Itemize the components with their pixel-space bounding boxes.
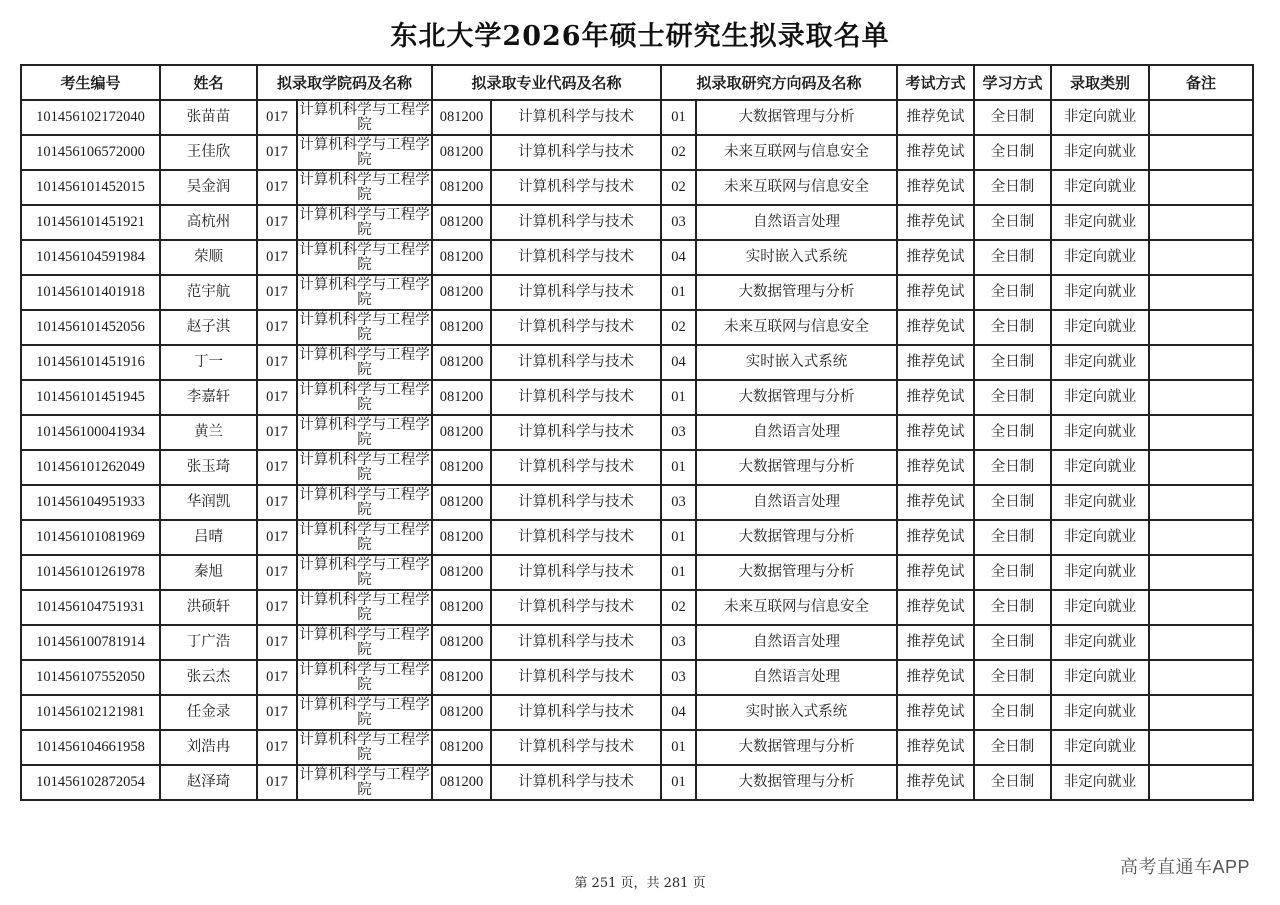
exam-method-cell: 推荐免试 bbox=[897, 485, 974, 520]
college-name-cell: 计算机科学与工程学院 bbox=[297, 625, 432, 660]
study-mode-cell: 全日制 bbox=[974, 660, 1051, 695]
candidate-name-cell: 王佳欣 bbox=[160, 135, 257, 170]
table-row bbox=[21, 310, 1253, 345]
major-name-cell: 计算机科学与技术 bbox=[491, 485, 661, 520]
header-direction: 拟录取研究方向码及名称 bbox=[661, 65, 897, 100]
major-name-cell: 计算机科学与技术 bbox=[491, 135, 661, 170]
remark-cell bbox=[1149, 730, 1253, 765]
college-name-cell: 计算机科学与工程学院 bbox=[297, 730, 432, 765]
major-name-cell: 计算机科学与技术 bbox=[491, 170, 661, 205]
major-code-cell: 081200 bbox=[432, 205, 491, 240]
candidate-id-cell: 101456101451916 bbox=[21, 345, 160, 380]
table-row bbox=[21, 695, 1253, 730]
direction-code-cell: 01 bbox=[661, 100, 696, 135]
table-body bbox=[21, 100, 1253, 800]
college-name-cell: 计算机科学与工程学院 bbox=[297, 415, 432, 450]
candidate-name-cell: 荣顺 bbox=[160, 240, 257, 275]
exam-method-cell: 推荐免试 bbox=[897, 275, 974, 310]
admission-category-cell: 非定向就业 bbox=[1051, 730, 1149, 765]
exam-method-cell: 推荐免试 bbox=[897, 345, 974, 380]
direction-name-cell: 大数据管理与分析 bbox=[696, 730, 897, 765]
college-code-cell: 017 bbox=[257, 730, 297, 765]
college-code-cell: 017 bbox=[257, 310, 297, 345]
major-name-cell: 计算机科学与技术 bbox=[491, 730, 661, 765]
table-row bbox=[21, 380, 1253, 415]
header-remark: 备注 bbox=[1149, 65, 1253, 100]
candidate-name-cell: 高杭州 bbox=[160, 205, 257, 240]
study-mode-cell: 全日制 bbox=[974, 205, 1051, 240]
study-mode-cell: 全日制 bbox=[974, 485, 1051, 520]
exam-method-cell: 推荐免试 bbox=[897, 380, 974, 415]
candidate-id-cell: 101456104751931 bbox=[21, 590, 160, 625]
major-name-cell: 计算机科学与技术 bbox=[491, 625, 661, 660]
college-name-cell: 计算机科学与工程学院 bbox=[297, 100, 432, 135]
candidate-name-cell: 范宇航 bbox=[160, 275, 257, 310]
candidate-id-cell: 101456101262049 bbox=[21, 450, 160, 485]
candidate-id-cell: 101456101452056 bbox=[21, 310, 160, 345]
direction-code-cell: 02 bbox=[661, 135, 696, 170]
direction-code-cell: 01 bbox=[661, 730, 696, 765]
direction-code-cell: 03 bbox=[661, 660, 696, 695]
exam-method-cell: 推荐免试 bbox=[897, 170, 974, 205]
table-row bbox=[21, 415, 1253, 450]
direction-name-cell: 大数据管理与分析 bbox=[696, 450, 897, 485]
direction-name-cell: 未来互联网与信息安全 bbox=[696, 310, 897, 345]
candidate-name-cell: 丁一 bbox=[160, 345, 257, 380]
major-name-cell: 计算机科学与技术 bbox=[491, 590, 661, 625]
major-name-cell: 计算机科学与技术 bbox=[491, 695, 661, 730]
major-code-cell: 081200 bbox=[432, 100, 491, 135]
table-row bbox=[21, 170, 1253, 205]
header-major: 拟录取专业代码及名称 bbox=[432, 65, 661, 100]
admission-category-cell: 非定向就业 bbox=[1051, 520, 1149, 555]
college-name-cell: 计算机科学与工程学院 bbox=[297, 135, 432, 170]
exam-method-cell: 推荐免试 bbox=[897, 450, 974, 485]
direction-name-cell: 自然语言处理 bbox=[696, 625, 897, 660]
admission-category-cell: 非定向就业 bbox=[1051, 485, 1149, 520]
page-title: 东北大学2026年硕士研究生拟录取名单 bbox=[390, 21, 890, 52]
direction-code-cell: 01 bbox=[661, 520, 696, 555]
college-code-cell: 017 bbox=[257, 450, 297, 485]
major-code-cell: 081200 bbox=[432, 415, 491, 450]
college-code-cell: 017 bbox=[257, 135, 297, 170]
direction-code-cell: 01 bbox=[661, 765, 696, 800]
college-code-cell: 017 bbox=[257, 660, 297, 695]
remark-cell bbox=[1149, 765, 1253, 800]
admission-category-cell: 非定向就业 bbox=[1051, 555, 1149, 590]
study-mode-cell: 全日制 bbox=[974, 730, 1051, 765]
college-code-cell: 017 bbox=[257, 240, 297, 275]
major-code-cell: 081200 bbox=[432, 590, 491, 625]
admission-category-cell: 非定向就业 bbox=[1051, 240, 1149, 275]
header-exam-method: 考试方式 bbox=[897, 65, 974, 100]
college-name-cell: 计算机科学与工程学院 bbox=[297, 765, 432, 800]
direction-name-cell: 大数据管理与分析 bbox=[696, 380, 897, 415]
candidate-id-cell: 101456101261978 bbox=[21, 555, 160, 590]
study-mode-cell: 全日制 bbox=[974, 135, 1051, 170]
candidate-name-cell: 华润凯 bbox=[160, 485, 257, 520]
table-row bbox=[21, 590, 1253, 625]
header-admission-category: 录取类别 bbox=[1051, 65, 1149, 100]
table-row bbox=[21, 555, 1253, 590]
candidate-id-cell: 101456107552050 bbox=[21, 660, 160, 695]
admission-table bbox=[20, 64, 1254, 801]
exam-method-cell: 推荐免试 bbox=[897, 520, 974, 555]
major-code-cell: 081200 bbox=[432, 555, 491, 590]
college-code-cell: 017 bbox=[257, 555, 297, 590]
study-mode-cell: 全日制 bbox=[974, 625, 1051, 660]
major-name-cell: 计算机科学与技术 bbox=[491, 415, 661, 450]
study-mode-cell: 全日制 bbox=[974, 415, 1051, 450]
study-mode-cell: 全日制 bbox=[974, 520, 1051, 555]
major-name-cell: 计算机科学与技术 bbox=[491, 275, 661, 310]
admission-category-cell: 非定向就业 bbox=[1051, 100, 1149, 135]
admission-category-cell: 非定向就业 bbox=[1051, 415, 1149, 450]
college-code-cell: 017 bbox=[257, 485, 297, 520]
major-code-cell: 081200 bbox=[432, 625, 491, 660]
direction-code-cell: 02 bbox=[661, 310, 696, 345]
remark-cell bbox=[1149, 100, 1253, 135]
table-row bbox=[21, 275, 1253, 310]
direction-name-cell: 实时嵌入式系统 bbox=[696, 695, 897, 730]
exam-method-cell: 推荐免试 bbox=[897, 415, 974, 450]
remark-cell bbox=[1149, 415, 1253, 450]
candidate-name-cell: 赵子淇 bbox=[160, 310, 257, 345]
candidate-name-cell: 任金录 bbox=[160, 695, 257, 730]
candidate-name-cell: 赵泽琦 bbox=[160, 765, 257, 800]
direction-name-cell: 自然语言处理 bbox=[696, 205, 897, 240]
major-name-cell: 计算机科学与技术 bbox=[491, 205, 661, 240]
direction-name-cell: 自然语言处理 bbox=[696, 660, 897, 695]
study-mode-cell: 全日制 bbox=[974, 170, 1051, 205]
major-code-cell: 081200 bbox=[432, 345, 491, 380]
direction-code-cell: 03 bbox=[661, 205, 696, 240]
remark-cell bbox=[1149, 380, 1253, 415]
candidate-id-cell: 101456101451921 bbox=[21, 205, 160, 240]
exam-method-cell: 推荐免试 bbox=[897, 730, 974, 765]
remark-cell bbox=[1149, 310, 1253, 345]
exam-method-cell: 推荐免试 bbox=[897, 625, 974, 660]
major-name-cell: 计算机科学与技术 bbox=[491, 765, 661, 800]
college-name-cell: 计算机科学与工程学院 bbox=[297, 240, 432, 275]
candidate-name-cell: 丁广浩 bbox=[160, 625, 257, 660]
college-name-cell: 计算机科学与工程学院 bbox=[297, 275, 432, 310]
direction-name-cell: 实时嵌入式系统 bbox=[696, 240, 897, 275]
major-code-cell: 081200 bbox=[432, 450, 491, 485]
major-code-cell: 081200 bbox=[432, 170, 491, 205]
candidate-id-cell: 101456100041934 bbox=[21, 415, 160, 450]
study-mode-cell: 全日制 bbox=[974, 310, 1051, 345]
remark-cell bbox=[1149, 485, 1253, 520]
college-name-cell: 计算机科学与工程学院 bbox=[297, 205, 432, 240]
study-mode-cell: 全日制 bbox=[974, 100, 1051, 135]
candidate-id-cell: 101456101401918 bbox=[21, 275, 160, 310]
exam-method-cell: 推荐免试 bbox=[897, 135, 974, 170]
college-name-cell: 计算机科学与工程学院 bbox=[297, 485, 432, 520]
major-code-cell: 081200 bbox=[432, 695, 491, 730]
college-code-cell: 017 bbox=[257, 765, 297, 800]
college-code-cell: 017 bbox=[257, 415, 297, 450]
direction-code-cell: 03 bbox=[661, 485, 696, 520]
candidate-name-cell: 黄兰 bbox=[160, 415, 257, 450]
direction-name-cell: 自然语言处理 bbox=[696, 485, 897, 520]
major-name-cell: 计算机科学与技术 bbox=[491, 100, 661, 135]
page-number: 第 251 页，共 281 页 bbox=[574, 876, 706, 891]
admission-category-cell: 非定向就业 bbox=[1051, 450, 1149, 485]
remark-cell bbox=[1149, 625, 1253, 660]
direction-code-cell: 01 bbox=[661, 555, 696, 590]
direction-code-cell: 01 bbox=[661, 380, 696, 415]
study-mode-cell: 全日制 bbox=[974, 240, 1051, 275]
major-name-cell: 计算机科学与技术 bbox=[491, 380, 661, 415]
direction-code-cell: 04 bbox=[661, 240, 696, 275]
study-mode-cell: 全日制 bbox=[974, 555, 1051, 590]
college-code-cell: 017 bbox=[257, 520, 297, 555]
study-mode-cell: 全日制 bbox=[974, 380, 1051, 415]
college-code-cell: 017 bbox=[257, 380, 297, 415]
exam-method-cell: 推荐免试 bbox=[897, 695, 974, 730]
table-row bbox=[21, 205, 1253, 240]
admission-category-cell: 非定向就业 bbox=[1051, 310, 1149, 345]
college-name-cell: 计算机科学与工程学院 bbox=[297, 660, 432, 695]
study-mode-cell: 全日制 bbox=[974, 345, 1051, 380]
candidate-id-cell: 101456102872054 bbox=[21, 765, 160, 800]
admission-category-cell: 非定向就业 bbox=[1051, 660, 1149, 695]
major-name-cell: 计算机科学与技术 bbox=[491, 310, 661, 345]
table-row bbox=[21, 345, 1253, 380]
college-code-cell: 017 bbox=[257, 695, 297, 730]
direction-code-cell: 04 bbox=[661, 695, 696, 730]
direction-code-cell: 01 bbox=[661, 450, 696, 485]
candidate-id-cell: 101456106572000 bbox=[21, 135, 160, 170]
study-mode-cell: 全日制 bbox=[974, 450, 1051, 485]
direction-code-cell: 02 bbox=[661, 170, 696, 205]
table-row bbox=[21, 520, 1253, 555]
candidate-id-cell: 101456104591984 bbox=[21, 240, 160, 275]
direction-code-cell: 03 bbox=[661, 625, 696, 660]
candidate-id-cell: 101456102121981 bbox=[21, 695, 160, 730]
major-name-cell: 计算机科学与技术 bbox=[491, 450, 661, 485]
remark-cell bbox=[1149, 275, 1253, 310]
direction-name-cell: 大数据管理与分析 bbox=[696, 520, 897, 555]
direction-code-cell: 03 bbox=[661, 415, 696, 450]
admission-category-cell: 非定向就业 bbox=[1051, 205, 1149, 240]
college-code-cell: 017 bbox=[257, 625, 297, 660]
candidate-name-cell: 张玉琦 bbox=[160, 450, 257, 485]
remark-cell bbox=[1149, 520, 1253, 555]
study-mode-cell: 全日制 bbox=[974, 695, 1051, 730]
candidate-name-cell: 张云杰 bbox=[160, 660, 257, 695]
college-code-cell: 017 bbox=[257, 100, 297, 135]
candidate-name-cell: 刘浩冉 bbox=[160, 730, 257, 765]
college-code-cell: 017 bbox=[257, 590, 297, 625]
remark-cell bbox=[1149, 695, 1253, 730]
major-code-cell: 081200 bbox=[432, 135, 491, 170]
college-name-cell: 计算机科学与工程学院 bbox=[297, 380, 432, 415]
exam-method-cell: 推荐免试 bbox=[897, 240, 974, 275]
college-code-cell: 017 bbox=[257, 170, 297, 205]
candidate-name-cell: 张苗苗 bbox=[160, 100, 257, 135]
header-study-mode: 学习方式 bbox=[974, 65, 1051, 100]
major-code-cell: 081200 bbox=[432, 310, 491, 345]
admission-category-cell: 非定向就业 bbox=[1051, 590, 1149, 625]
college-code-cell: 017 bbox=[257, 205, 297, 240]
candidate-id-cell: 101456102172040 bbox=[21, 100, 160, 135]
table-row bbox=[21, 730, 1253, 765]
direction-code-cell: 02 bbox=[661, 590, 696, 625]
remark-cell bbox=[1149, 590, 1253, 625]
direction-name-cell: 大数据管理与分析 bbox=[696, 275, 897, 310]
admission-category-cell: 非定向就业 bbox=[1051, 765, 1149, 800]
candidate-name-cell: 秦旭 bbox=[160, 555, 257, 590]
major-code-cell: 081200 bbox=[432, 275, 491, 310]
major-code-cell: 081200 bbox=[432, 660, 491, 695]
college-name-cell: 计算机科学与工程学院 bbox=[297, 345, 432, 380]
table-row bbox=[21, 135, 1253, 170]
major-name-cell: 计算机科学与技术 bbox=[491, 345, 661, 380]
candidate-name-cell: 李嘉轩 bbox=[160, 380, 257, 415]
major-code-cell: 081200 bbox=[432, 730, 491, 765]
exam-method-cell: 推荐免试 bbox=[897, 555, 974, 590]
remark-cell bbox=[1149, 170, 1253, 205]
college-name-cell: 计算机科学与工程学院 bbox=[297, 555, 432, 590]
remark-cell bbox=[1149, 555, 1253, 590]
candidate-id-cell: 101456104661958 bbox=[21, 730, 160, 765]
direction-name-cell: 大数据管理与分析 bbox=[696, 765, 897, 800]
direction-name-cell: 未来互联网与信息安全 bbox=[696, 135, 897, 170]
candidate-id-cell: 101456101452015 bbox=[21, 170, 160, 205]
direction-name-cell: 实时嵌入式系统 bbox=[696, 345, 897, 380]
major-name-cell: 计算机科学与技术 bbox=[491, 660, 661, 695]
direction-name-cell: 未来互联网与信息安全 bbox=[696, 590, 897, 625]
remark-cell bbox=[1149, 135, 1253, 170]
exam-method-cell: 推荐免试 bbox=[897, 205, 974, 240]
header-college: 拟录取学院码及名称 bbox=[257, 65, 432, 100]
candidate-name-cell: 吕晴 bbox=[160, 520, 257, 555]
admission-category-cell: 非定向就业 bbox=[1051, 170, 1149, 205]
table-row bbox=[21, 625, 1253, 660]
candidate-name-cell: 洪硕轩 bbox=[160, 590, 257, 625]
exam-method-cell: 推荐免试 bbox=[897, 590, 974, 625]
exam-method-cell: 推荐免试 bbox=[897, 100, 974, 135]
admission-category-cell: 非定向就业 bbox=[1051, 380, 1149, 415]
remark-cell bbox=[1149, 205, 1253, 240]
candidate-id-cell: 101456104951933 bbox=[21, 485, 160, 520]
major-code-cell: 081200 bbox=[432, 765, 491, 800]
college-code-cell: 017 bbox=[257, 345, 297, 380]
direction-code-cell: 04 bbox=[661, 345, 696, 380]
admission-category-cell: 非定向就业 bbox=[1051, 275, 1149, 310]
header-name: 姓名 bbox=[160, 65, 257, 100]
college-name-cell: 计算机科学与工程学院 bbox=[297, 590, 432, 625]
candidate-name-cell: 吴金润 bbox=[160, 170, 257, 205]
admission-category-cell: 非定向就业 bbox=[1051, 345, 1149, 380]
candidate-id-cell: 101456101451945 bbox=[21, 380, 160, 415]
direction-name-cell: 大数据管理与分析 bbox=[696, 100, 897, 135]
admission-category-cell: 非定向就业 bbox=[1051, 695, 1149, 730]
candidate-id-cell: 101456100781914 bbox=[21, 625, 160, 660]
candidate-id-cell: 101456101081969 bbox=[21, 520, 160, 555]
direction-code-cell: 01 bbox=[661, 275, 696, 310]
watermark: 高考直通车APP bbox=[1119, 857, 1250, 877]
exam-method-cell: 推荐免试 bbox=[897, 765, 974, 800]
table-row bbox=[21, 485, 1253, 520]
college-name-cell: 计算机科学与工程学院 bbox=[297, 310, 432, 345]
table-row bbox=[21, 660, 1253, 695]
major-name-cell: 计算机科学与技术 bbox=[491, 240, 661, 275]
college-name-cell: 计算机科学与工程学院 bbox=[297, 450, 432, 485]
table-row bbox=[21, 100, 1253, 135]
direction-name-cell: 大数据管理与分析 bbox=[696, 555, 897, 590]
major-code-cell: 081200 bbox=[432, 380, 491, 415]
major-name-cell: 计算机科学与技术 bbox=[491, 555, 661, 590]
admission-category-cell: 非定向就业 bbox=[1051, 625, 1149, 660]
admission-category-cell: 非定向就业 bbox=[1051, 135, 1149, 170]
study-mode-cell: 全日制 bbox=[974, 275, 1051, 310]
college-name-cell: 计算机科学与工程学院 bbox=[297, 520, 432, 555]
exam-method-cell: 推荐免试 bbox=[897, 310, 974, 345]
study-mode-cell: 全日制 bbox=[974, 590, 1051, 625]
major-name-cell: 计算机科学与技术 bbox=[491, 520, 661, 555]
direction-name-cell: 自然语言处理 bbox=[696, 415, 897, 450]
college-name-cell: 计算机科学与工程学院 bbox=[297, 170, 432, 205]
major-code-cell: 081200 bbox=[432, 240, 491, 275]
remark-cell bbox=[1149, 240, 1253, 275]
header-candidate-id: 考生编号 bbox=[21, 65, 160, 100]
study-mode-cell: 全日制 bbox=[974, 765, 1051, 800]
table-row bbox=[21, 765, 1253, 800]
college-name-cell: 计算机科学与工程学院 bbox=[297, 695, 432, 730]
remark-cell bbox=[1149, 345, 1253, 380]
major-code-cell: 081200 bbox=[432, 520, 491, 555]
remark-cell bbox=[1149, 450, 1253, 485]
table-header-row bbox=[21, 65, 1253, 100]
college-code-cell: 017 bbox=[257, 275, 297, 310]
table-row bbox=[21, 240, 1253, 275]
direction-name-cell: 未来互联网与信息安全 bbox=[696, 170, 897, 205]
remark-cell bbox=[1149, 660, 1253, 695]
exam-method-cell: 推荐免试 bbox=[897, 660, 974, 695]
major-code-cell: 081200 bbox=[432, 485, 491, 520]
table-row bbox=[21, 450, 1253, 485]
